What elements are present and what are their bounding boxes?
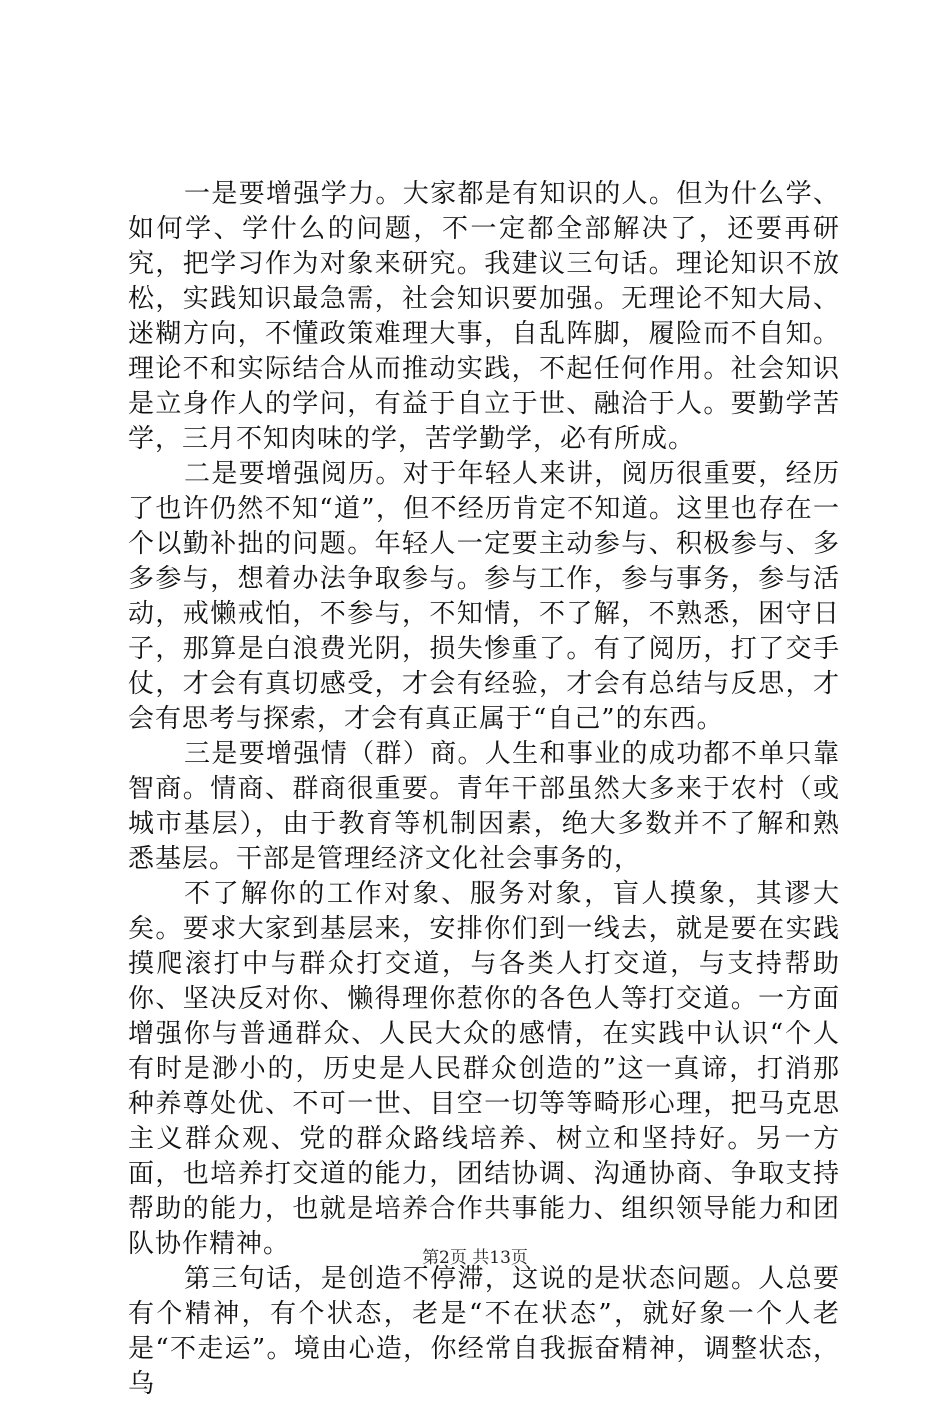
page-number-footer: 第2页 共13页 — [422, 1248, 528, 1268]
paragraph-4: 不了解你的工作对象、服务对象，盲人摸象，其谬大矣。要求大家到基层来，安排你们到一线去，就是要在实践摸爬滚打中与群众打交道，与各类人打交道，与支持帮助你、坚决反对你、懒得理你惹你的各色人等打交道。一方面增强你与普通群众、人民大众的感情，在实践中认识“个人有时是渺小的，历史是人民群众创造的”这一真谛，打消那种养尊处优、不可一世、目空一切等等畸形心理，把马克思主义群众观、党的群众路线培养、树立和坚持好。另一方面，也培养打交道的能力，团结协调、沟通协商、争取支持帮助的能力，也就是培养合作共事能力、组织领导能力和团队协作精神。 — [128, 879, 840, 1259]
document-body — [128, 177, 840, 1402]
paragraph-2: 二是要增强阅历。对于年轻人来讲，阅历很重要，经历了也许仍然不知“道”，但不经历肯定不知道。这里也存在一个以勤补拙的问题。年轻人一定要主动参与、积极参与、多多参与，想着办法争取参与。参与工作，参与事务，参与活动，戒懒戒怕，不参与，不知情，不了解，不熟悉，困守日子，那算是白浪费光阴，损失惨重了。有了阅历，打了交手仗，才会有真切感受，才会有经验，才会有总结与反思，才会有思考与探索，才会有真正属于“自己”的东西。 — [128, 459, 840, 734]
paragraph-3: 三是要增强情（群）商。人生和事业的成功都不单只靠智商。情商、群商很重要。青年干部虽然大多来于农村（或城市基层），由于教育等机制因素，绝大多数并不了解和熟悉基层。干部是管理经济文化社会事务的， — [128, 739, 840, 874]
paragraph-5: 第三句话，是创造不停滞，这说的是状态问题。人总要有个精神，有个状态，老是“不在状态”，就好象一个人老是“不走运”。境由心造，你经常自我振奋精神，调整状态，乌 — [128, 1264, 840, 1399]
paragraph-1: 一是要增强学力。大家都是有知识的人。但为什么学、如何学、学什么的问题，不一定都全部解决了，还要再研究，把学习作为对象来研究。我建议三句话。理论知识不放松，实践知识最急需，社会知识要加强。无理论不知大局、迷糊方向，不懂政策难理大事，自乱阵脚，履险而不自知。理论不和实际结合从而推动实践，不起任何作用。社会知识是立身作人的学问，有益于自立于世、融洽于人。要勤学苦学，三月不知肉味的学，苦学勤学，必有所成。 — [128, 179, 840, 454]
